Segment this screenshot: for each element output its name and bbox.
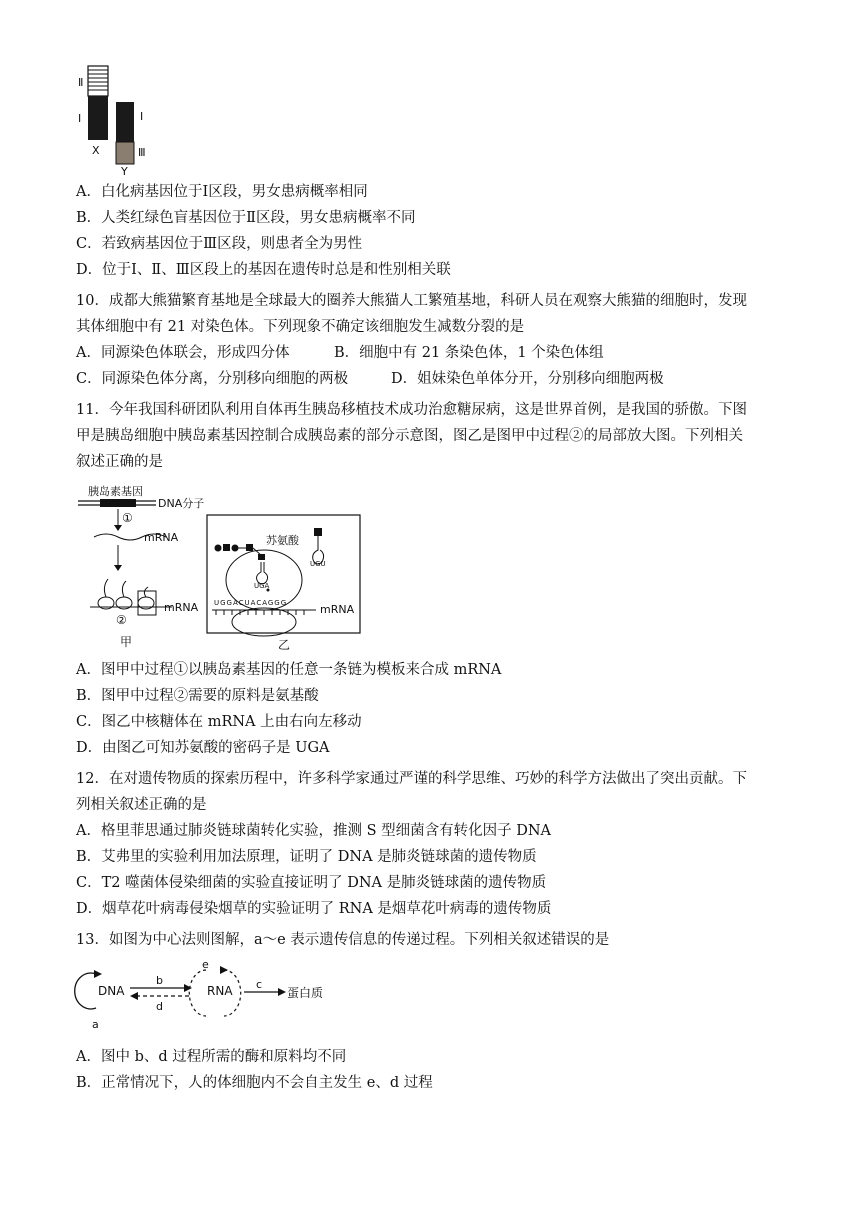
mrna-label-1: mRNA	[144, 531, 179, 544]
mrna-sequence: UGGACUACAGGG	[214, 599, 288, 607]
q12-option-b: B．艾弗里的实验利用加法原理，证明了 DNA 是肺炎链球菌的遗传物质	[76, 849, 537, 865]
mrna-label-2: mRNA	[164, 601, 199, 614]
q9-option-d: D．位于Ⅰ、Ⅱ、Ⅲ区段上的基因在遗传时总是和性别相关联	[76, 262, 451, 278]
label-ii: Ⅱ	[78, 76, 84, 89]
q10-stem-line1: 10．成都大熊猫繁育基地是全球最大的圈养大熊猫人工繁殖基地，科研人员在观察大熊猫的细胞时，发现	[76, 293, 747, 309]
q13-option-b: B．正常情况下，人的体细胞内不会自主发生 e、d 过程	[76, 1075, 433, 1091]
q10-stem-line2: 其体细胞中有 21 对染色体。下列现象不确定该细胞发生减数分裂的是	[76, 319, 525, 335]
q10-option-d: D．姐妹染色单体分开，分别移向细胞两极	[391, 371, 664, 387]
q11-option-a: A．图甲中过程①以胰岛素基因的任意一条链为模板来合成 mRNA	[76, 662, 502, 678]
q12-stem-line1: 12．在对遗传物质的探索历程中，许多科学家通过严谨的科学思维、巧妙的科学方法做出了突出贡献。下	[76, 771, 747, 787]
yi-caption: 乙	[278, 638, 291, 652]
label-y: Y	[121, 165, 128, 178]
protein-node: 蛋白质	[287, 986, 324, 1000]
q12-option-a: A．格里菲思通过肺炎链球菌转化实验，推测 S 型细菌含有转化因子 DNA	[76, 823, 552, 839]
dna-label: DNA分子	[158, 497, 205, 510]
label-a: a	[92, 1018, 99, 1031]
q11-stem-line3: 叙述正确的是	[76, 454, 163, 470]
step1-label: ①	[122, 511, 133, 525]
q10-option-c: C．同源染色体分离，分别移向细胞的两极	[76, 371, 349, 387]
label-i-right: Ⅰ	[140, 110, 144, 123]
gene-label: 胰岛素基因	[88, 485, 143, 498]
q9-option-b: B．人类红绿色盲基因位于Ⅱ区段，男女患病概率不同	[76, 210, 416, 226]
q10-option-b: B．细胞中有 21 条染色体，1 个染色体组	[334, 345, 604, 361]
label-iii: Ⅲ	[138, 146, 146, 159]
figure-jia	[76, 483, 206, 653]
q13-option-a: A．图中 b、d 过程所需的酶和原料均不同	[76, 1049, 347, 1065]
label-d: d	[156, 1000, 163, 1013]
thr-label: 苏氨酸	[266, 534, 299, 547]
chromosome-figure	[70, 62, 160, 180]
q9-option-a: A．白化病基因位于Ⅰ区段，男女患病概率相同	[76, 184, 368, 200]
q11-option-c: C．图乙中核糖体在 mRNA 上由右向左移动	[76, 714, 362, 730]
q10-option-a: A．同源染色体联会，形成四分体	[76, 345, 290, 361]
label-c: c	[256, 978, 263, 991]
anticodon-right: UGU	[310, 560, 326, 568]
q11-option-b: B．图甲中过程②需要的原料是氨基酸	[76, 688, 319, 704]
label-b: b	[156, 974, 163, 987]
q9-option-c: C．若致病基因位于Ⅲ区段，则患者全为男性	[76, 236, 363, 252]
figure-yi	[206, 514, 362, 656]
q11-stem-line2: 甲是胰岛细胞中胰岛素基因控制合成胰岛素的部分示意图，图乙是图甲中过程②的局部放大图。下列相关	[76, 428, 743, 444]
q12-option-c: C．T2 噬菌体侵染细菌的实验直接证明了 DNA 是肺炎链球菌的遗传物质	[76, 875, 547, 891]
rna-node: RNA	[207, 984, 233, 998]
dna-node: DNA	[98, 984, 125, 998]
q11-option-d: D．由图乙可知苏氨酸的密码子是 UGA	[76, 740, 330, 756]
step2-label: ②	[116, 613, 127, 627]
q11-stem-line1: 11．今年我国科研团队利用自体再生胰岛移植技术成功治愈糖尿病，这是世界首例，是我国的骄傲。下图	[76, 402, 747, 418]
central-dogma-figure	[74, 958, 334, 1032]
q12-option-d: D．烟草花叶病毒侵染烟草的实验证明了 RNA 是烟草花叶病毒的遗传物质	[76, 901, 552, 917]
q13-stem: 13．如图为中心法则图解，a～e 表示遗传信息的传递过程。下列相关叙述错误的是	[76, 932, 610, 948]
label-e: e	[202, 958, 209, 971]
anticodon-left: UGA	[254, 582, 270, 590]
q12-stem-line2: 列相关叙述正确的是	[76, 797, 207, 813]
label-i-left: Ⅰ	[78, 112, 82, 125]
label-x: X	[92, 144, 100, 157]
jia-caption: 甲	[120, 635, 133, 649]
yi-mrna-label: mRNA	[320, 603, 355, 616]
